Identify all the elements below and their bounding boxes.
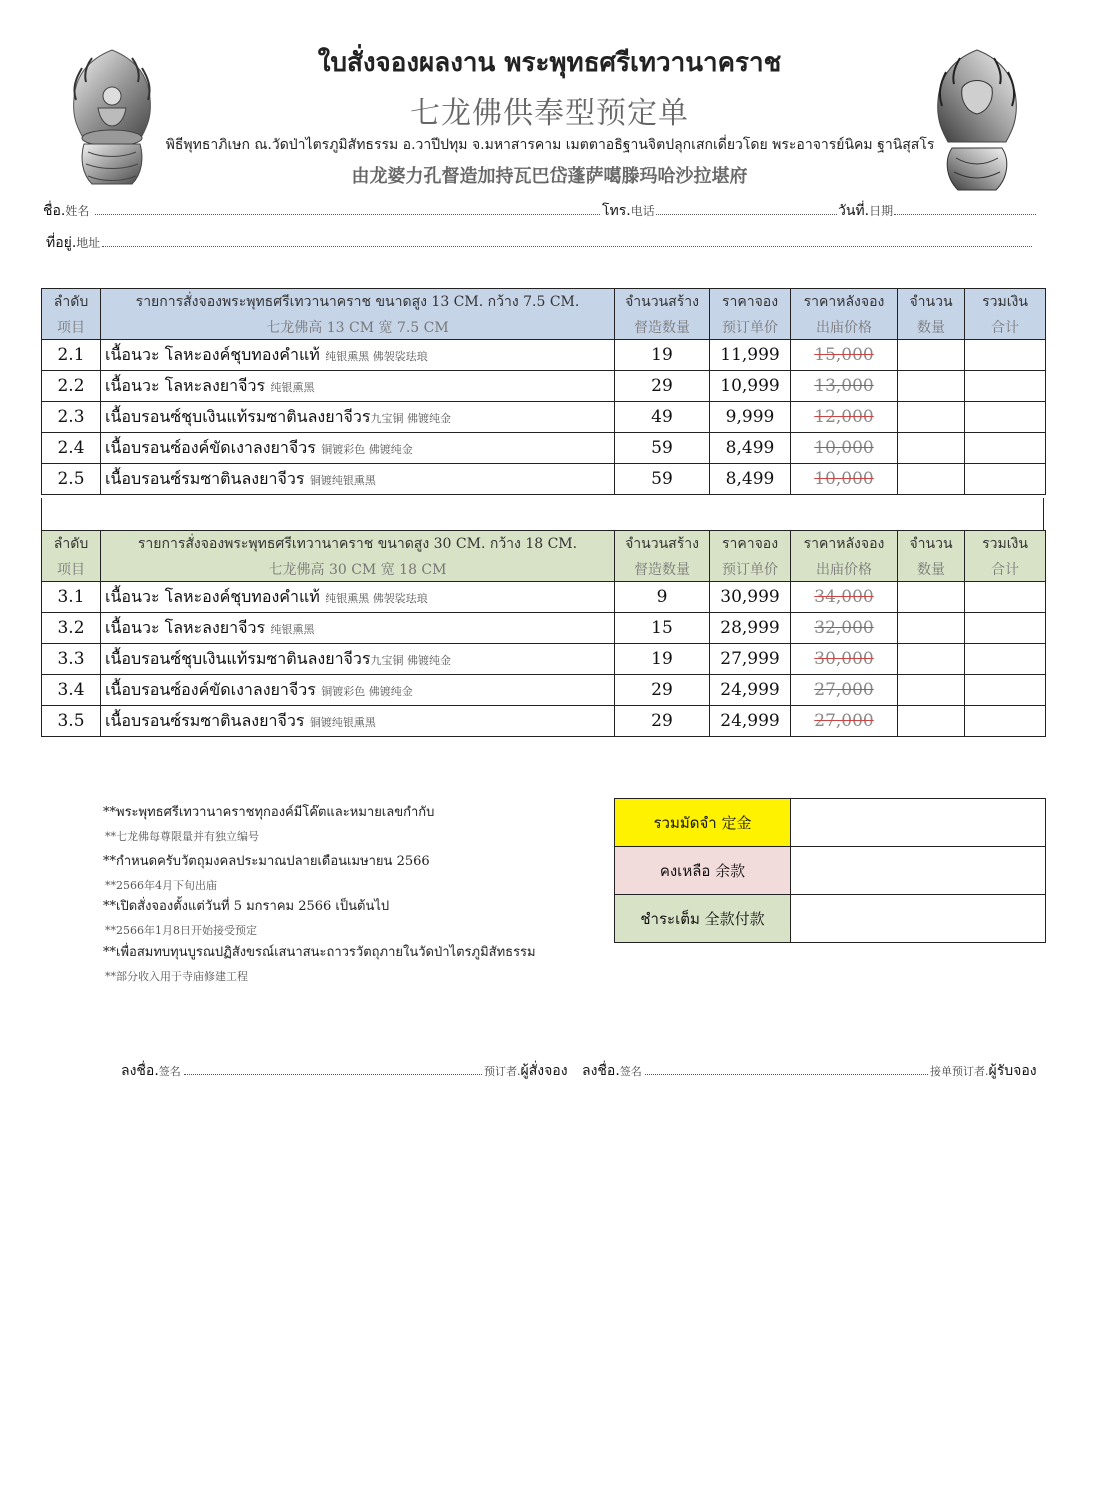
row-no: 2.1 xyxy=(42,340,101,371)
row-no: 3.4 xyxy=(42,675,101,706)
row-after-price: 34,000 xyxy=(791,582,898,613)
row-item xyxy=(101,613,615,644)
row-total-input[interactable] xyxy=(965,613,1046,644)
table-row xyxy=(42,644,1046,675)
item-name-cn: 九宝铜 佛镀纯金 xyxy=(370,653,452,667)
col-after-th: ราคาหลังจอง xyxy=(791,289,898,315)
row-price: 9,999 xyxy=(710,402,791,433)
receiver-signature-line[interactable] xyxy=(645,1074,928,1075)
table-header-row xyxy=(42,531,1046,557)
row-item xyxy=(101,464,615,495)
row-price: 11,999 xyxy=(710,340,791,371)
note-open-order-th: **เปิดสั่งจองตั้งแต่วันที่ 5 มกราคม 2566 เป็นต้นไป xyxy=(103,899,390,914)
col-total-cn: 合计 xyxy=(965,556,1046,582)
table-row xyxy=(42,371,1046,402)
address-field-label: ที่อยู่.地址 xyxy=(46,235,101,251)
table-header-row xyxy=(42,289,1046,315)
col-no-th: ลำดับ xyxy=(42,289,101,315)
table-row xyxy=(42,582,1046,613)
item-name-th: เนื้อบรอนซ์องค์ขัดเงาลงยาจีวร xyxy=(105,679,316,699)
table-header-row-cn xyxy=(42,314,1046,340)
row-qty-input[interactable] xyxy=(898,644,965,675)
note-open-order-cn: **2566年1月8日开始接受预定 xyxy=(105,924,257,937)
col-after-cn: 出庙价格 xyxy=(791,556,898,582)
row-qty-input[interactable] xyxy=(898,433,965,464)
row-price: 28,999 xyxy=(710,613,791,644)
row-made: 19 xyxy=(615,340,710,371)
col-total-th: รวมเงิน xyxy=(965,531,1046,557)
row-after-price: 30,000 xyxy=(791,644,898,675)
col-no-cn: 项目 xyxy=(42,314,101,340)
item-name-cn: 铜镀彩色 佛镀纯金 xyxy=(321,684,413,698)
col-qty-th: จำนวน xyxy=(898,531,965,557)
row-total-input[interactable] xyxy=(965,371,1046,402)
table-row xyxy=(42,433,1046,464)
order-table-30cm xyxy=(41,530,1046,737)
col-made-th: จำนวนสร้าง xyxy=(615,289,710,315)
item-name-cn: 纯银熏黑 佛袈裟珐琅 xyxy=(325,349,428,363)
item-name-cn: 纯银熏黑 xyxy=(270,622,315,636)
payment-summary-table xyxy=(614,798,1046,943)
row-after-price: 12,000 xyxy=(791,402,898,433)
row-total-input[interactable] xyxy=(965,433,1046,464)
row-total-input[interactable] xyxy=(965,644,1046,675)
form-title-chinese: 七龙佛供奉型预定单 xyxy=(410,96,689,131)
row-after-price: 27,000 xyxy=(791,706,898,737)
item-name-th: เนื้อนวะ โลหะองค์ชุบทองคำแท้ xyxy=(105,586,320,606)
col-no-th: ลำดับ xyxy=(42,531,101,557)
row-item xyxy=(101,340,615,371)
row-total-input[interactable] xyxy=(965,582,1046,613)
table2-body xyxy=(42,582,1046,737)
col-price-cn: 预订单价 xyxy=(710,556,791,582)
col-total-th: รวมเงิน xyxy=(965,289,1046,315)
col-price-th: ราคาจอง xyxy=(710,289,791,315)
full-payment-row xyxy=(615,895,1046,943)
date-field-label: วันที่.日期 xyxy=(838,203,894,219)
row-item xyxy=(101,644,615,675)
item-name-cn: 纯银熏黑 佛袈裟珐琅 xyxy=(325,591,428,605)
row-no: 2.3 xyxy=(42,402,101,433)
col-price-cn: 预订单价 xyxy=(710,314,791,340)
row-no: 3.5 xyxy=(42,706,101,737)
item-name-th: เนื้อบรอนซ์รมซาตินลงยาจีวร xyxy=(105,710,305,730)
table-row xyxy=(42,402,1046,433)
row-after-price: 13,000 xyxy=(791,371,898,402)
item-name-cn: 九宝铜 佛镀纯金 xyxy=(370,411,452,425)
form-title-thai: ใบสั่งจองผลงาน พระพุทธศรีเทวานาคราช xyxy=(317,48,782,78)
note-release-date-th: **กำหนดครับวัตถุมงคลประมาณปลายเดือนเมษายน 2566 xyxy=(103,854,430,869)
full-payment-amount-input[interactable] xyxy=(791,895,1046,943)
col-qty-th: จำนวน xyxy=(898,289,965,315)
table-row xyxy=(42,675,1046,706)
row-total-input[interactable] xyxy=(965,340,1046,371)
table-row xyxy=(42,613,1046,644)
row-qty-input[interactable] xyxy=(898,706,965,737)
row-made: 15 xyxy=(615,613,710,644)
deposit-label: รวมมัดจำ 定金 xyxy=(615,799,791,847)
item-name-th: เนื้อบรอนซ์ชุบเงินแท้รมซาตินลงยาจีวร xyxy=(105,406,371,426)
row-price: 8,499 xyxy=(710,464,791,495)
table-heading-th: รายการสั่งจองพระพุทธศรีเทวานาคราช ขนาดสูง 30 CM. กว้าง 18 CM. xyxy=(101,531,615,557)
note-donation-cn: **部分收入用于寺庙修建工程 xyxy=(105,970,248,983)
item-name-cn: 铜镀彩色 佛镀纯金 xyxy=(321,442,413,456)
deposit-amount-input[interactable] xyxy=(791,799,1046,847)
row-item xyxy=(101,433,615,464)
table-row xyxy=(42,340,1046,371)
buyer-signature-label: ลงชื่อ.签名 xyxy=(121,1063,181,1079)
row-price: 24,999 xyxy=(710,675,791,706)
col-made-th: จำนวนสร้าง xyxy=(615,531,710,557)
note-code-number-th: **พระพุทธศรีเทวานาคราชทุกองค์มีโค๊ตและหมายเลขกำกับ xyxy=(103,805,435,820)
row-qty-input[interactable] xyxy=(898,613,965,644)
address-field-line[interactable] xyxy=(102,246,1032,247)
row-made: 29 xyxy=(615,675,710,706)
order-table-13cm xyxy=(41,288,1046,495)
name-field-label: ชื่อ.姓名 xyxy=(43,203,90,219)
row-after-price: 32,000 xyxy=(791,613,898,644)
ceremony-subtitle-chinese: 由龙婆力孔督造加持瓦巴岱蓬萨噶滕玛哈沙拉堪府 xyxy=(351,166,748,187)
row-price: 10,999 xyxy=(710,371,791,402)
item-name-th: เนื้อบรอนซ์รมซาตินลงยาจีวร xyxy=(105,468,305,488)
row-after-price: 15,000 xyxy=(791,340,898,371)
row-qty-input[interactable] xyxy=(898,582,965,613)
row-qty-input[interactable] xyxy=(898,675,965,706)
row-price: 27,999 xyxy=(710,644,791,675)
row-qty-input[interactable] xyxy=(898,464,965,495)
row-made: 49 xyxy=(615,402,710,433)
table-heading-th: รายการสั่งจองพระพุทธศรีเทวานาคราช ขนาดสูง 13 CM. กว้าง 7.5 CM. xyxy=(101,289,615,315)
item-name-th: เนื้อนวะ โลหะลงยาจีวร xyxy=(105,375,266,395)
row-item xyxy=(101,371,615,402)
receiver-role-label: 接单预订者.ผู้รับจอง xyxy=(930,1063,1037,1079)
phone-field-line[interactable] xyxy=(656,214,837,215)
col-after-th: ราคาหลังจอง xyxy=(791,531,898,557)
col-qty-cn: 数量 xyxy=(898,556,965,582)
item-name-th: เนื้อบรอนซ์องค์ขัดเงาลงยาจีวร xyxy=(105,437,316,457)
row-qty-input[interactable] xyxy=(898,371,965,402)
note-code-number-cn: **七龙佛每尊限量并有独立编号 xyxy=(105,830,259,843)
row-qty-input[interactable] xyxy=(898,402,965,433)
col-total-cn: 合计 xyxy=(965,314,1046,340)
table-row xyxy=(42,706,1046,737)
row-no: 2.2 xyxy=(42,371,101,402)
row-total-input[interactable] xyxy=(965,706,1046,737)
table-header-row-cn xyxy=(42,556,1046,582)
col-qty-cn: 数量 xyxy=(898,314,965,340)
col-price-th: ราคาจอง xyxy=(710,531,791,557)
col-made-cn: 督造数量 xyxy=(615,556,710,582)
row-made: 59 xyxy=(615,464,710,495)
receiver-signature-label: ลงชื่อ.签名 xyxy=(582,1063,642,1079)
table-spacer xyxy=(41,498,1044,530)
col-after-cn: 出庙价格 xyxy=(791,314,898,340)
table-row xyxy=(42,464,1046,495)
row-no: 2.4 xyxy=(42,433,101,464)
row-after-price: 10,000 xyxy=(791,464,898,495)
row-made: 29 xyxy=(615,371,710,402)
table-heading-cn: 七龙佛高 13 CM 宽 7.5 CM xyxy=(101,314,615,340)
row-after-price: 10,000 xyxy=(791,433,898,464)
row-item xyxy=(101,706,615,737)
buyer-signature-line[interactable] xyxy=(184,1074,482,1075)
row-made: 59 xyxy=(615,433,710,464)
row-item xyxy=(101,582,615,613)
note-release-date-cn: **2566年4月下旬出庙 xyxy=(105,879,217,892)
note-donation-th: **เพื่อสมทบทุนบูรณปฏิสังขรณ์เสนาสนะถาวรวัตถุภายในวัดป่าไตรภูมิสัทธรรม xyxy=(103,945,536,960)
date-field-line[interactable] xyxy=(894,214,1036,215)
item-name-th: เนื้อนวะ โลหะลงยาจีวร xyxy=(105,617,266,637)
row-price: 30,999 xyxy=(710,582,791,613)
row-after-price: 27,000 xyxy=(791,675,898,706)
row-total-input[interactable] xyxy=(965,464,1046,495)
item-name-cn: 铜镀纯银熏黑 xyxy=(309,715,376,729)
name-field-line[interactable] xyxy=(95,214,600,215)
row-no: 2.5 xyxy=(42,464,101,495)
row-total-input[interactable] xyxy=(965,402,1046,433)
row-qty-input[interactable] xyxy=(898,340,965,371)
row-no: 3.1 xyxy=(42,582,101,613)
item-name-cn: 纯银熏黑 xyxy=(270,380,315,394)
row-no: 3.2 xyxy=(42,613,101,644)
full-payment-label: ชำระเต็ม 全款付款 xyxy=(615,895,791,943)
row-item xyxy=(101,402,615,433)
row-made: 19 xyxy=(615,644,710,675)
row-price: 24,999 xyxy=(710,706,791,737)
phone-field-label: โทร.电话 xyxy=(602,203,655,219)
row-made: 9 xyxy=(615,582,710,613)
row-total-input[interactable] xyxy=(965,675,1046,706)
row-price: 8,499 xyxy=(710,433,791,464)
table-heading-cn: 七龙佛高 30 CM 宽 18 CM xyxy=(101,556,615,582)
row-made: 29 xyxy=(615,706,710,737)
balance-label: คงเหลือ 余款 xyxy=(615,847,791,895)
row-no: 3.3 xyxy=(42,644,101,675)
col-made-cn: 督造数量 xyxy=(615,314,710,340)
balance-amount-input[interactable] xyxy=(791,847,1046,895)
col-no-cn: 项目 xyxy=(42,556,101,582)
row-item xyxy=(101,675,615,706)
item-name-th: เนื้อบรอนซ์ชุบเงินแท้รมซาตินลงยาจีวร xyxy=(105,648,371,668)
table1-body xyxy=(42,340,1046,495)
ceremony-subtitle-thai: พิธีพุทธาภิเษก ณ.วัดป่าไตรภูมิสัทธรรม อ.วาปีปทุม จ.มหาสารคาม เมตตาอธิฐานจิตปลุกเสกเดี่ยวโดย พระอาจารย์นิคม ฐานิสุสโร xyxy=(165,137,935,153)
balance-row xyxy=(615,847,1046,895)
buyer-role-label: 预订者.ผู้สั่งจอง xyxy=(484,1063,568,1079)
item-name-cn: 铜镀纯银熏黑 xyxy=(309,473,376,487)
deposit-row xyxy=(615,799,1046,847)
item-name-th: เนื้อนวะ โลหะองค์ชุบทองคำแท้ xyxy=(105,344,320,364)
